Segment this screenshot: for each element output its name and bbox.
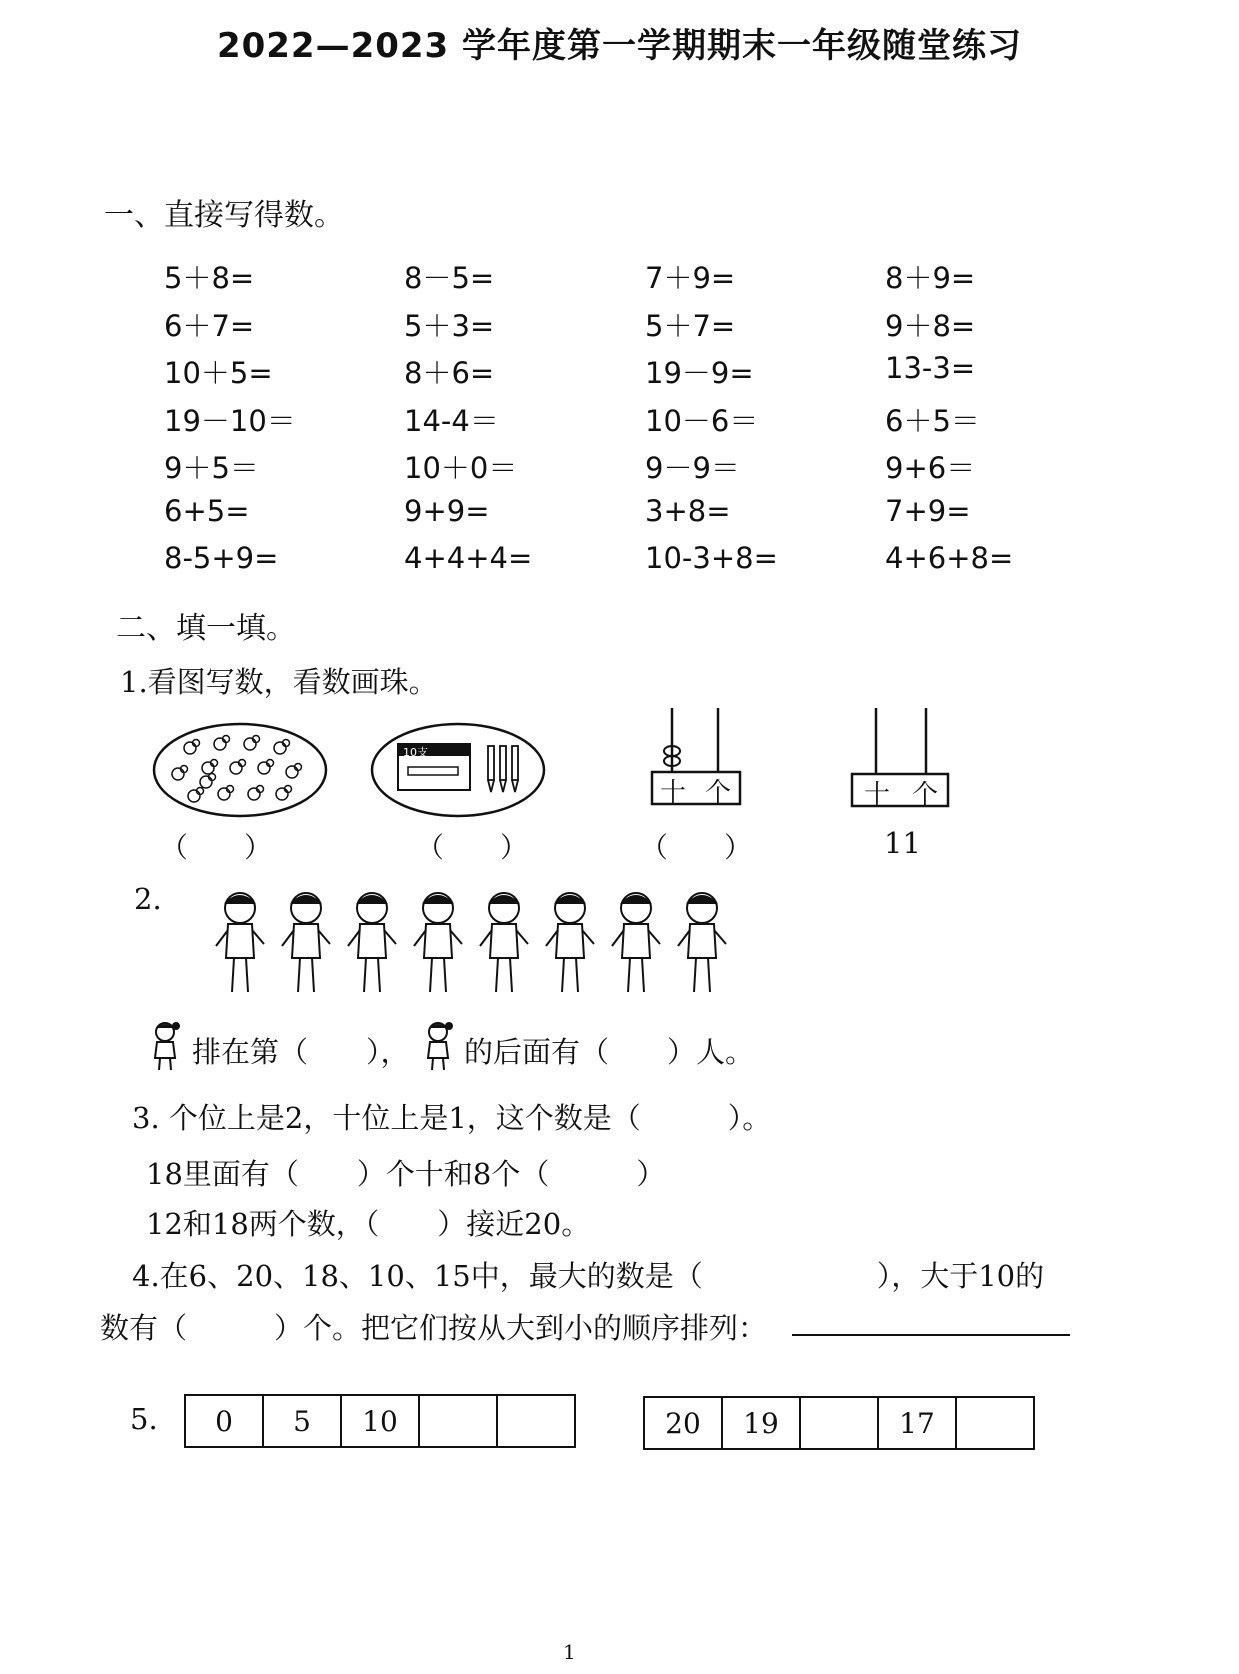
arithmetic-problem: 9＋5＝	[164, 451, 259, 485]
arithmetic-problem: 9－9＝	[645, 451, 740, 485]
q2-label: 2.	[134, 882, 162, 916]
section1-heading: 一、直接写得数。	[104, 198, 344, 233]
abacus1-ones-label: 个	[705, 778, 732, 808]
arithmetic-problem: 10＋0＝	[404, 451, 518, 485]
arithmetic-problem: 6＋7=	[164, 308, 255, 343]
seq2-cell[interactable]: 19	[722, 1397, 800, 1449]
arithmetic-problem: 5＋3=	[404, 308, 495, 343]
q3-line2: 18里面有（ ）个十和8个（ ）	[146, 1157, 666, 1191]
abacus2-tens-label: 十	[864, 780, 891, 810]
children-row-picture	[210, 886, 750, 1002]
arithmetic-problem: 8－5=	[404, 261, 495, 295]
girl-icon-2	[418, 1020, 458, 1072]
section2-heading: 二、填一填。	[116, 611, 296, 646]
arithmetic-problem: 9+6＝	[885, 451, 976, 485]
arithmetic-problem: 9+9=	[404, 493, 490, 528]
arithmetic-problem: 3+8=	[645, 493, 731, 528]
q1-blank-3[interactable]: （ ）	[640, 831, 753, 864]
arithmetic-problem: 6+5=	[164, 493, 250, 528]
arithmetic-problem: 4+6+8=	[885, 541, 1014, 575]
page-title: 2022—2023 学年度第一学期期末一年级随堂练习	[216, 26, 1023, 66]
arithmetic-problem: 7+9=	[885, 493, 971, 528]
arithmetic-problem: 14-4＝	[404, 403, 499, 438]
abacus1-tens-label: 十	[660, 778, 687, 808]
chicks-picture	[150, 720, 330, 820]
q1-blank-1[interactable]: （ ）	[160, 831, 273, 864]
q2-text-a: 排在第（ ），	[192, 1035, 410, 1069]
q4-answer-line[interactable]	[792, 1334, 1070, 1336]
arithmetic-problem: 9＋8=	[885, 308, 976, 343]
q4-line1: 4.在6、20、18、10、15中，最大的数是（ ），大于10的	[132, 1259, 1045, 1293]
seq1-cell[interactable]: 5	[263, 1395, 341, 1447]
arithmetic-problem: 5＋7=	[645, 308, 736, 343]
pencil-box-picture	[368, 720, 548, 820]
abacus2-ones-label: 个	[912, 780, 939, 810]
pencil-box-label: 10支	[403, 746, 428, 759]
number-sequence-2	[643, 1396, 1035, 1450]
q5-label: 5.	[130, 1402, 158, 1436]
arithmetic-problem: 7＋9=	[645, 261, 736, 295]
q1-label: 1.看图写数，看数画珠。	[120, 665, 438, 699]
arithmetic-problem: 6＋5＝	[885, 403, 980, 438]
seq1-cell[interactable]	[419, 1395, 497, 1447]
arithmetic-problem: 19－10＝	[164, 403, 296, 438]
q3-line1: 3. 个位上是2，十位上是1，这个数是（ ）。	[132, 1101, 772, 1135]
arithmetic-problem: 10-3+8=	[645, 541, 778, 575]
arithmetic-problem: 10＋5=	[164, 356, 273, 390]
q1-blank-2[interactable]: （ ）	[416, 831, 529, 864]
girl-icon	[145, 1020, 185, 1072]
seq1-cell[interactable]	[497, 1395, 575, 1447]
seq2-cell[interactable]: 20	[644, 1397, 722, 1449]
arithmetic-problem: 13-3=	[885, 351, 976, 385]
number-sequence-1	[184, 1394, 576, 1448]
arithmetic-problem: 8＋9=	[885, 261, 976, 295]
q4-line2: 数有（ ）个。把它们按从大到小的顺序排列：	[100, 1311, 768, 1345]
seq1-cell[interactable]: 10	[341, 1395, 419, 1447]
seq2-cell[interactable]	[956, 1397, 1034, 1449]
seq2-cell[interactable]: 17	[878, 1397, 956, 1449]
arithmetic-problem: 19－9=	[645, 356, 754, 390]
q3-line3: 12和18两个数，（ ）接近20。	[146, 1207, 591, 1241]
arithmetic-problem: 8＋6=	[404, 356, 495, 390]
page-number: 1	[563, 1640, 576, 1664]
q2-text-b: 的后面有（ ）人。	[464, 1035, 755, 1069]
arithmetic-problem: 5＋8=	[164, 261, 255, 295]
seq2-cell[interactable]	[800, 1397, 878, 1449]
seq1-cell[interactable]: 0	[185, 1395, 263, 1447]
arithmetic-problem: 8-5+9=	[164, 541, 279, 575]
arithmetic-problem: 4+4+4=	[404, 541, 533, 575]
q1-given-number: 11	[884, 826, 921, 860]
arithmetic-problem: 10－6＝	[645, 403, 759, 438]
